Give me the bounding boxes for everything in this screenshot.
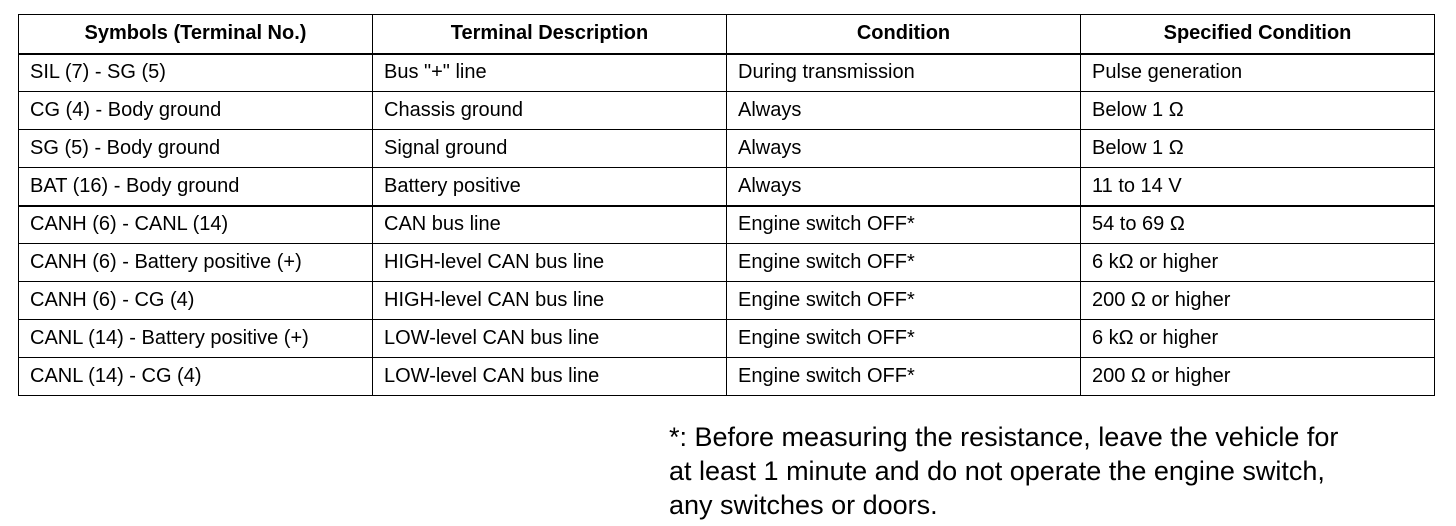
- cell-terminal-description: Bus "+" line: [373, 54, 727, 92]
- cell-symbols: CANH (6) - CG (4): [19, 282, 373, 320]
- table-row: [19, 130, 1435, 168]
- cell-terminal-description: Chassis ground: [373, 92, 727, 130]
- table-row: [19, 244, 1435, 282]
- header-specified-condition: Specified Condition: [1081, 15, 1435, 54]
- footnote-line: any switches or doors.: [669, 490, 938, 520]
- cell-condition: Engine switch OFF*: [727, 320, 1081, 358]
- table-row: [19, 92, 1435, 130]
- table-row: [19, 282, 1435, 320]
- cell-condition: Engine switch OFF*: [727, 206, 1081, 244]
- cell-terminal-description: HIGH-level CAN bus line: [373, 244, 727, 282]
- cell-condition: Engine switch OFF*: [727, 244, 1081, 282]
- cell-symbols: CANH (6) - Battery positive (+): [19, 244, 373, 282]
- cell-condition: Always: [727, 130, 1081, 168]
- cell-specified-condition: 11 to 14 V: [1081, 168, 1435, 206]
- footnote-line: *: Before measuring the resistance, leave the vehicle for: [669, 422, 1339, 452]
- footnote: [669, 420, 1449, 522]
- footnote-line: at least 1 minute and do not operate the engine switch,: [669, 456, 1325, 486]
- table-row: [19, 54, 1435, 92]
- cell-specified-condition: 200 Ω or higher: [1081, 282, 1435, 320]
- cell-symbols: CG (4) - Body ground: [19, 92, 373, 130]
- cell-specified-condition: Below 1 Ω: [1081, 130, 1435, 168]
- cell-terminal-description: Signal ground: [373, 130, 727, 168]
- cell-symbols: CANH (6) - CANL (14): [19, 206, 373, 244]
- cell-symbols: CANL (14) - CG (4): [19, 358, 373, 396]
- cell-specified-condition: 6 kΩ or higher: [1081, 320, 1435, 358]
- table-row: [19, 168, 1435, 206]
- cell-terminal-description: LOW-level CAN bus line: [373, 320, 727, 358]
- cell-condition: Always: [727, 168, 1081, 206]
- cell-condition: Engine switch OFF*: [727, 282, 1081, 320]
- cell-terminal-description: LOW-level CAN bus line: [373, 358, 727, 396]
- cell-terminal-description: Battery positive: [373, 168, 727, 206]
- cell-symbols: CANL (14) - Battery positive (+): [19, 320, 373, 358]
- cell-specified-condition: Pulse generation: [1081, 54, 1435, 92]
- cell-symbols: SG (5) - Body ground: [19, 130, 373, 168]
- header-terminal-description: Terminal Description: [373, 15, 727, 54]
- table-row: [19, 358, 1435, 396]
- table-row: [19, 206, 1435, 244]
- cell-terminal-description: CAN bus line: [373, 206, 727, 244]
- cell-condition: During transmission: [727, 54, 1081, 92]
- cell-symbols: BAT (16) - Body ground: [19, 168, 373, 206]
- cell-terminal-description: HIGH-level CAN bus line: [373, 282, 727, 320]
- cell-symbols: SIL (7) - SG (5): [19, 54, 373, 92]
- cell-specified-condition: 6 kΩ or higher: [1081, 244, 1435, 282]
- cell-specified-condition: 200 Ω or higher: [1081, 358, 1435, 396]
- cell-condition: Engine switch OFF*: [727, 358, 1081, 396]
- cell-condition: Always: [727, 92, 1081, 130]
- table-header-row: [19, 15, 1435, 54]
- terminal-spec-table: [18, 14, 1435, 396]
- header-condition: Condition: [727, 15, 1081, 54]
- table-row: [19, 320, 1435, 358]
- cell-specified-condition: 54 to 69 Ω: [1081, 206, 1435, 244]
- header-symbols: Symbols (Terminal No.): [19, 15, 373, 54]
- cell-specified-condition: Below 1 Ω: [1081, 92, 1435, 130]
